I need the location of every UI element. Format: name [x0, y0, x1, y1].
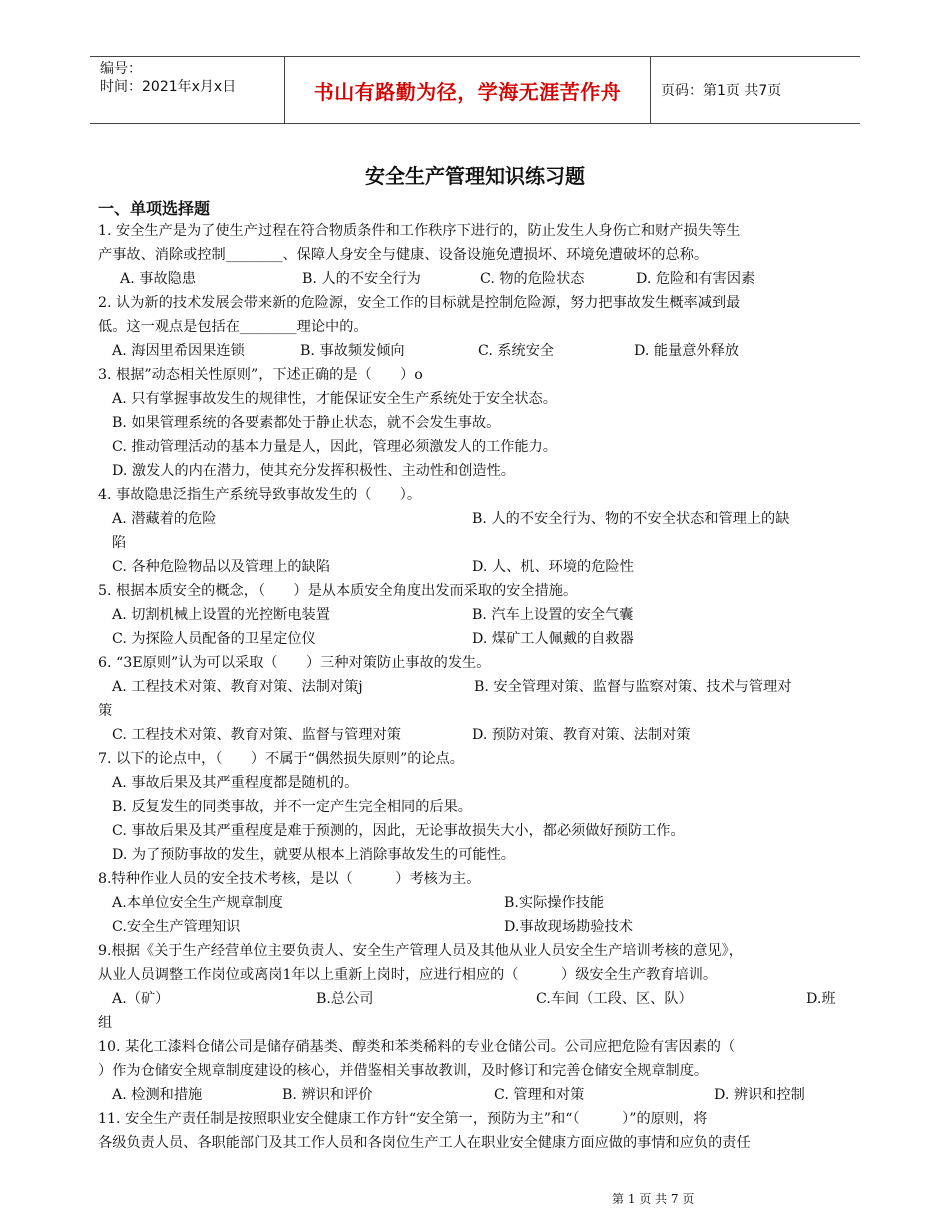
question-7-option-c: C. 事故后果及其严重程度是难于预测的，因此，无论事故损失大小，都必须做好预防工作。: [112, 823, 685, 839]
option-c: C. 物的危险状态: [480, 271, 585, 287]
header-motto: 书山有路勤为径，学海无涯苦作舟: [285, 57, 651, 123]
option-d: D. 人、机、环境的危险性: [472, 559, 634, 575]
date-label: 时间：2021年x月x日: [100, 79, 237, 95]
question-3: 3. 根据”动态相关性原则”，下述正确的是（ ）o: [98, 367, 423, 383]
question-6: 6. “3E原则”认为可以采取（ ）三种对策防止事故的发生。: [98, 655, 491, 671]
option-b: B. 人的不安全行为: [302, 271, 421, 287]
question-4-option-b-wrap: 陷: [112, 535, 127, 551]
question-list: [98, 219, 850, 1155]
option-b: B. 辨识和评价: [282, 1087, 373, 1103]
option-c: C. 各种危险物品以及管理上的缺陷: [112, 559, 330, 575]
question-8-options-ab: [98, 891, 850, 915]
option-d: D.事故现场勘验技术: [504, 919, 633, 935]
question-6-options-ab: [98, 675, 850, 699]
option-a: A. 海因里希因果连锁: [112, 343, 245, 359]
question-6-option-b-wrap: 策: [98, 703, 113, 719]
question-1-line-1: 1. 安全生产是为了使生产过程在符合物质条件和工作秩序下进行的，防止发生人身伤亡和财产损失等生: [98, 223, 741, 239]
option-d: D. 危险和有害因素: [636, 271, 756, 287]
option-c: C. 管理和对策: [494, 1087, 585, 1103]
header-meta: [90, 57, 285, 123]
number-label: 编号：: [100, 61, 142, 77]
question-7-option-b: B. 反复发生的同类事故，并不一定产生完全相同的后果。: [112, 799, 472, 815]
question-2-options: [98, 339, 850, 363]
option-a: A. 切割机械上设置的光控断电装置: [112, 607, 330, 623]
question-8-options-cd: [98, 915, 850, 939]
question-9-options: [98, 987, 850, 1011]
option-a: A. 事故隐患: [120, 271, 197, 287]
option-d: D. 能量意外释放: [634, 343, 740, 359]
question-11-line-2: 各级负责人员、各职能部门及其工作人员和各岗位生产工人在职业安全健康方面应做的事情和应负的责任: [98, 1135, 751, 1151]
question-3-option-a: A. 只有掌握事故发生的规律性，才能保证安全生产系统处于安全状态。: [112, 391, 557, 407]
option-b: B. 事故频发倾向: [300, 343, 405, 359]
option-a: A. 潜藏着的危险: [112, 511, 217, 527]
question-9-line-2: 从业人员调整工作岗位或离岗1年以上重新上岗时，应进行相应的（ ）级安全生产教育培训。: [98, 967, 718, 983]
option-d: D. 辨识和控制: [714, 1087, 805, 1103]
option-b: B. 安全管理对策、监督与监察对策、技术与管理对: [474, 679, 792, 695]
question-6-options-cd: [98, 723, 850, 747]
question-4-options-cd: [98, 555, 850, 579]
question-2-line-1: 2. 认为新的技术发展会带来新的危险源，安全工作的目标就是控制危险源，努力把事故发生概率减到最: [98, 295, 741, 311]
option-b: B.总公司: [316, 991, 374, 1007]
option-a: A. 工程技术对策、教育对策、法制对策j: [112, 679, 363, 695]
question-5-options-cd: [98, 627, 850, 651]
question-10-line-1: 10. 某化工漆料仓储公司是储存硝基类、醇类和苯类稀料的专业仓储公司。公司应把危险有害因素的（: [98, 1039, 736, 1055]
option-a: A.本单位安全生产规章制度: [112, 895, 283, 911]
option-b: B. 人的不安全行为、物的不安全状态和管理上的缺: [472, 511, 790, 527]
question-3-option-c: C. 推动管理活动的基本力量是人，因此，管理必须激发人的工作能力。: [112, 439, 557, 455]
question-10-line-2: ）作为仓储安全规章制度建设的核心，并借鉴相关事故教训，及时修订和完善仓储安全规章制度。: [98, 1063, 709, 1079]
option-d: D.班: [806, 991, 836, 1007]
question-5-options-ab: [98, 603, 850, 627]
option-b: B. 汽车上设置的安全气囊: [472, 607, 634, 623]
option-d: D. 煤矿工人佩戴的自救器: [472, 631, 634, 647]
question-4-options-ab: [98, 507, 850, 531]
option-c: C.安全生产管理知识: [112, 919, 241, 935]
page-footer: 第 1 页 共 7 页: [612, 1192, 695, 1206]
option-d: D. 预防对策、教育对策、法制对策: [472, 727, 691, 743]
option-a: A.（矿）: [112, 991, 170, 1007]
section-heading: 一、单项选择题: [98, 199, 211, 218]
option-c: C. 系统安全: [478, 343, 555, 359]
question-7-option-a: A. 事故后果及其严重程度都是随机的。: [112, 775, 359, 791]
question-7: 7. 以下的论点中，（ ）不属于“偶然损失原则”的论点。: [98, 751, 464, 767]
question-5: 5. 根据本质安全的概念，（ ）是从本质安全角度出发而采取的安全措施。: [98, 583, 578, 599]
question-11-line-1: 11. 安全生产责任制是按照职业安全健康工作方针“安全第一，预防为主”和“（ ）”的原则，将: [98, 1111, 708, 1127]
question-10-options: [98, 1083, 850, 1107]
question-8: 8.特种作业人员的安全技术考核，是以（ ）考核为主。: [98, 871, 481, 887]
option-c: C.车间（工段、区、队）: [536, 991, 693, 1007]
question-3-option-d: D. 激发人的内在潜力，使其充分发挥积极性、主动性和创造性。: [112, 463, 515, 479]
option-b: B.实际操作技能: [504, 895, 605, 911]
question-7-option-d: D. 为了预防事故的发生，就要从根本上消除事故发生的可能性。: [112, 847, 515, 863]
page-title: 安全生产管理知识练习题: [365, 164, 585, 188]
question-2-line-2: 低。这一观点是包括在________理论中的。: [98, 319, 368, 335]
option-c: C. 为探险人员配备的卫星定位仪: [112, 631, 316, 647]
question-4: 4. 事故隐患泛指生产系统导致事故发生的（ ）。: [98, 487, 422, 503]
option-a: A. 检测和措施: [112, 1087, 203, 1103]
question-9-option-d-wrap: 组: [98, 1015, 113, 1031]
question-3-option-b: B. 如果管理系统的各要素都处于静止状态，就不会发生事故。: [112, 415, 501, 431]
document-header: [90, 56, 860, 124]
option-c: C. 工程技术对策、教育对策、监督与管理对策: [112, 727, 401, 743]
header-page-info: 页码：第1页 共7页: [661, 83, 782, 99]
question-1-options: [98, 267, 850, 291]
question-1-line-2: 产事故、消除或控制________、保障人身安全与健康、设备设施免遭损坏、环境免遭破坏的总称。: [98, 247, 709, 263]
question-9-line-1: 9.根据《关于生产经营单位主要负责人、安全生产管理人员及其他从业人员安全生产培训考核的意见》，: [98, 943, 743, 959]
